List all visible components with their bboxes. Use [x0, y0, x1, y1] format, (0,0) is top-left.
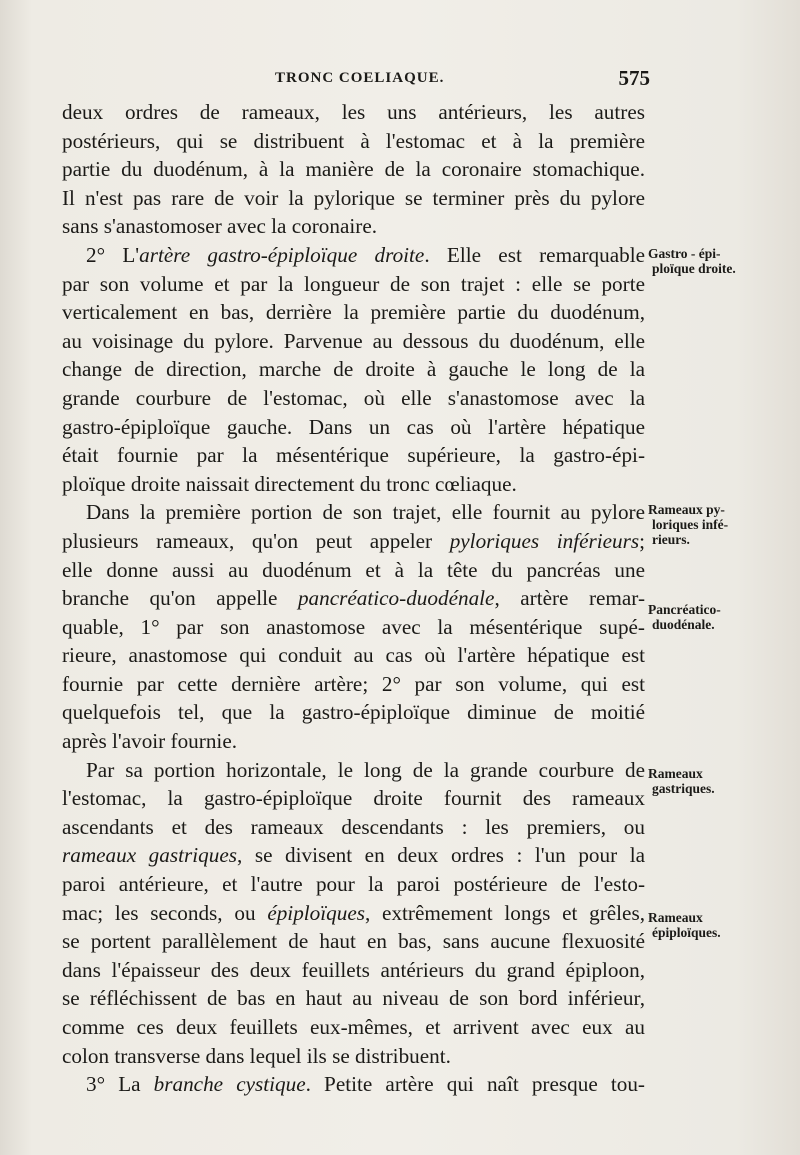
italic-term: pyloriques inférieurs: [449, 528, 640, 553]
text-line: fournie par cette dernière artère; 2° par son volume, qui est: [62, 671, 645, 696]
text-line: dans l'épaisseur des deux feuillets antérieurs du grand épiploon,: [62, 957, 645, 982]
margin-note-line: Rameaux py-: [648, 502, 725, 517]
margin-note-gastro-epiploique-droite: [648, 246, 798, 276]
text-line: 3° La branche cystique. Petite artère qui naît presque tou-: [86, 1072, 645, 1097]
text-line: colon transverse dans lequel ils se distribuent.: [62, 1043, 451, 1068]
text-line: postérieurs, qui se distribuent à l'estomac et à la première: [62, 128, 645, 153]
text-line: sans s'anastomoser avec la coronaire.: [62, 214, 378, 239]
text-line: ascendants et des rameaux descendants : les premiers, ou: [62, 814, 645, 839]
margin-note-line: épiploïques.: [652, 925, 721, 940]
text-line: se réfléchissent de bas en haut au niveau de son bord inférieur,: [62, 986, 645, 1011]
text-line: deux ordres de rameaux, les uns antérieurs, les autres: [62, 100, 645, 124]
italic-term: branche cystique: [153, 1072, 306, 1097]
text-line: au voisinage du pylore. Parvenue au dessous du duodénum, elle: [62, 328, 645, 353]
text-line: se portent parallèlement de haut en bas, sans aucune flexuosité: [62, 929, 645, 954]
margin-note-line: loriques infé-: [652, 517, 729, 532]
margin-note-line: rieurs.: [652, 532, 690, 547]
text-line: l'estomac, la gastro-épiploïque droite fournit des rameaux: [62, 786, 645, 811]
running-title: TRONC COELIAQUE.: [275, 70, 445, 86]
italic-term: pancréatico-duodénale: [297, 586, 495, 611]
margin-note-line: duodénale.: [652, 617, 715, 632]
text-line: verticalement en bas, derrière la première partie du duodénum,: [62, 300, 645, 325]
text-line: paroi antérieure, et l'autre pour la paroi postérieure de l'esto-: [62, 872, 645, 897]
margin-note-rameaux-pyloriques-inferieurs: [648, 502, 798, 547]
text-line: était fournie par la mésentérique supérieure, la gastro-épi-: [62, 443, 645, 468]
margin-note-line: gastriques.: [652, 781, 715, 796]
text-line: grande courbure de l'estomac, où elle s'anastomose avec la: [62, 385, 645, 410]
text-line: plusieurs rameaux, qu'on peut appeler pyloriques inférieurs;: [62, 528, 646, 553]
italic-term: artère gastro-épiploïque droite: [139, 242, 425, 267]
text-line: Dans la première portion de son trajet, elle fournit au pylore: [86, 500, 645, 525]
text-line: elle donne aussi au duodénum et à la tête du pancréas une: [62, 557, 645, 582]
margin-note-pancreatico-duodenale: [648, 602, 798, 632]
margin-note-line: ploïque droite.: [652, 261, 736, 276]
margin-note-line: Rameaux: [648, 766, 703, 781]
text-line: quelquefois tel, que la gastro-épiploïque diminue de moitié: [62, 700, 645, 725]
text-line: Il n'est pas rare de voir la pylorique se terminer près du pylore: [62, 185, 645, 210]
margin-note-line: Pancréatico-: [648, 602, 721, 617]
text-line: rameaux gastriques, se divisent en deux ordres : l'un pour la: [62, 843, 645, 868]
text-line: change de direction, marche de droite à gauche le long de la: [62, 357, 645, 382]
page-header: [60, 66, 650, 92]
body-text: [62, 98, 645, 1099]
margin-note-line: Gastro - épi-: [648, 246, 721, 261]
margin-note-line: Rameaux: [648, 910, 703, 925]
italic-term: épiploïques: [267, 900, 365, 925]
text-line: quable, 1° par son anastomose avec la mésentérique supé-: [62, 614, 645, 639]
text-line: branche qu'on appelle pancréatico-duodénale, artère remar-: [62, 586, 645, 611]
page-number: 575: [618, 66, 650, 90]
text-line: après l'avoir fournie.: [62, 729, 238, 754]
text-line: partie du duodénum, à la manière de la coronaire stomachique.: [62, 157, 645, 182]
margin-note-rameaux-epiploiques: [648, 910, 798, 940]
text-line: rieure, anastomose qui conduit au cas où l'artère hépatique est: [62, 643, 645, 668]
text-line: comme ces deux feuillets eux-mêmes, et arrivent avec eux au: [62, 1015, 645, 1039]
text-line: gastro-épiploïque gauche. Dans un cas où l'artère hépatique: [62, 414, 645, 439]
italic-term: rameaux gastriques: [62, 843, 237, 868]
text-line: mac; les seconds, ou épiploïques, extrêmement longs et grêles,: [62, 900, 646, 925]
text-line: Par sa portion horizontale, le long de la grande courbure de: [86, 757, 645, 782]
text-line: ploïque droite naissait directement du tronc cœliaque.: [62, 471, 517, 496]
text-line: 2° L'artère gastro-épiploïque droite. Elle est remarquable: [86, 242, 645, 267]
text-line: par son volume et par la longueur de son trajet : elle se porte: [62, 271, 645, 296]
margin-note-rameaux-gastriques: [648, 766, 798, 796]
